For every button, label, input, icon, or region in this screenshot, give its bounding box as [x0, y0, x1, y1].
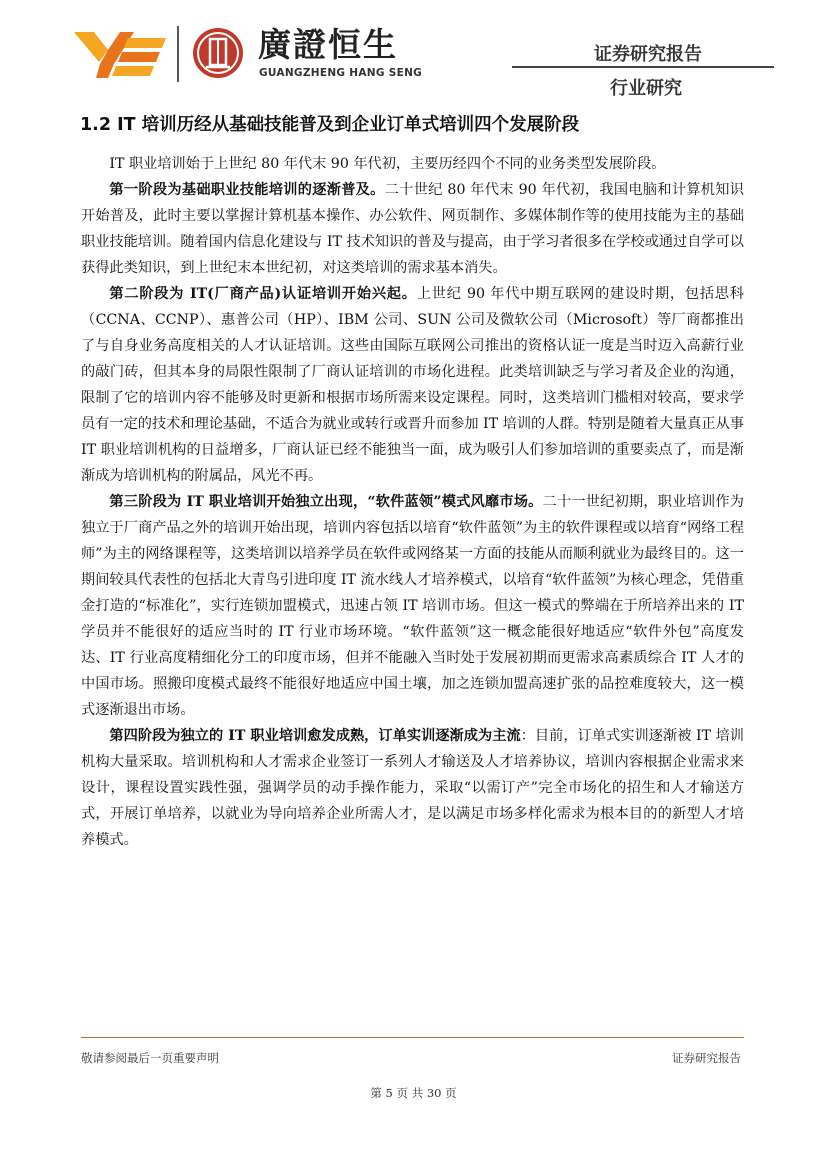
section-title: 1.2 IT 培训历经从基础技能普及到企业订单式培训四个发展阶段: [80, 115, 580, 135]
report-type-label: 证券研究报告: [594, 44, 702, 65]
paragraph-lead: 第三阶段为 IT 职业培训开始独立出现，“软件蓝领”模式风靡市场。: [109, 494, 543, 510]
brand-name-en: GUANGZHENG HANG SENG: [259, 67, 423, 79]
paragraph-lead: 第二阶段为 IT(厂商产品)认证培训开始兴起。: [109, 286, 417, 302]
paragraph-stage-3: [81, 489, 744, 723]
footer-disclaimer: 敬请参阅最后一页重要声明: [81, 1051, 219, 1065]
header-rule: [512, 66, 774, 68]
page-header: [0, 0, 827, 110]
seal-logo-icon: [192, 27, 244, 79]
paragraph-text: 二十一世纪初期，职业培训作为独立于厂商产品之外的培训开始出现，培训内容包括以培育“软件蓝领”为主的软件课程或以培育“网络工程师”为主的网络课程等，这类培训以培养学员在软件或网络某一方面的技能从而顺利就业为最终目的。这一期间较具代表性的包括北大青鸟引进印度 IT 流水线人才培养模式，以培育“软件蓝领”为核心理念，凭借重金打造的“标准化”，实行连锁加盟模式，迅速占领 IT 培训市场。但这一模式的弊端在于所培养出来的 IT 学员并不能很好的适应当时的 IT 行业市场环境。“软件蓝领”这一概念能很好地适应“软件外包”高度发达、IT 行业高度精细化分工的印度市场，但并不能融入当时处于发展初期而更需求高素质综合 IT 人才的中国市场。照搬印度模式最终不能很好地适应中国土壤，加之连锁加盟高速扩张的品控难度较大，这一模式逐渐退出市场。: [81, 494, 744, 718]
page-number: 第 5 页 共 30 页: [370, 1086, 457, 1100]
brand-name-cn: 廣證恒生: [258, 25, 398, 64]
footer-rule: [81, 1037, 744, 1038]
paragraph-text: IT 职业培训始于上世纪 80 年代末 90 年代初，主要历经四个不同的业务类型发展阶段。: [109, 156, 666, 172]
footer-report-type: 证券研究报告: [672, 1051, 741, 1065]
report-category: 行业研究: [610, 78, 682, 99]
logo-divider: [177, 26, 179, 82]
paragraph-text: ：目前，订单式实训逐渐被 IT 培训机构大量采取。培训机构和人才需求企业签订一系列人才输送及人才培养协议，培训内容根据企业需求来设计，课程设置实践性强，强调学员的动手操作能力，采取“以需订产”完全市场化的招生和人才输送方式，开展订单培养，以就业为导向培养企业所需人才，是以满足市场多样化需求为根本目的的新型人才培养模式。: [81, 728, 744, 848]
paragraph-intro: [81, 151, 744, 177]
paragraph-lead: 第一阶段为基础职业技能培训的逐渐普及。: [109, 182, 385, 198]
paragraph-text: 上世纪 90 年代中期互联网的建设时期，包括思科（CCNA、CCNP）、惠普公司（HP）、IBM 公司、SUN 公司及微软公司（Microsoft）等厂商都推出了与自身业务高度相关的人才认证培训。这些由国际互联网公司推出的资格认证一度是当时迈入高薪行业的敲门砖，但其本身的局限性限制了厂商认证培训的市场化进程。此类培训缺乏与学习者及企业的沟通，限制了它的培训内容不能够及时更新和根据市场所需来设定课程。同时，这类培训门槛相对较高，要求学员有一定的技术和理论基础，不适合为就业或转行或晋升而参加 IT 培训的人群。特别是随着大量真正从事 IT 职业培训机构的日益增多，厂商认证已经不能独当一面，成为吸引人们参加培训的重要卖点了，而是渐渐成为培训机构的附属品，风光不再。: [81, 286, 744, 484]
paragraph-stage-2: [81, 281, 744, 489]
paragraph-lead: 第四阶段为独立的 IT 职业培训愈发成熟，订单实训逐渐成为主流: [109, 728, 521, 744]
document-body: [81, 113, 744, 853]
paragraph-stage-1: [81, 177, 744, 281]
ye-logo-icon: [74, 28, 166, 80]
paragraph-stage-4: [81, 723, 744, 853]
paragraph-text: 二十世纪 80 年代末 90 年代初，我国电脑和计算机知识开始普及，此时主要以掌握计算机基本操作、办公软件、网页制作、多媒体制作等的使用技能为主的基础职业技能培训。随着国内信息化建设与 IT 技术知识的普及与提高，由于学习者很多在学校或通过自学可以获得此类知识，到上世纪末本世纪初，对这类培训的需求基本消失。: [81, 182, 744, 276]
